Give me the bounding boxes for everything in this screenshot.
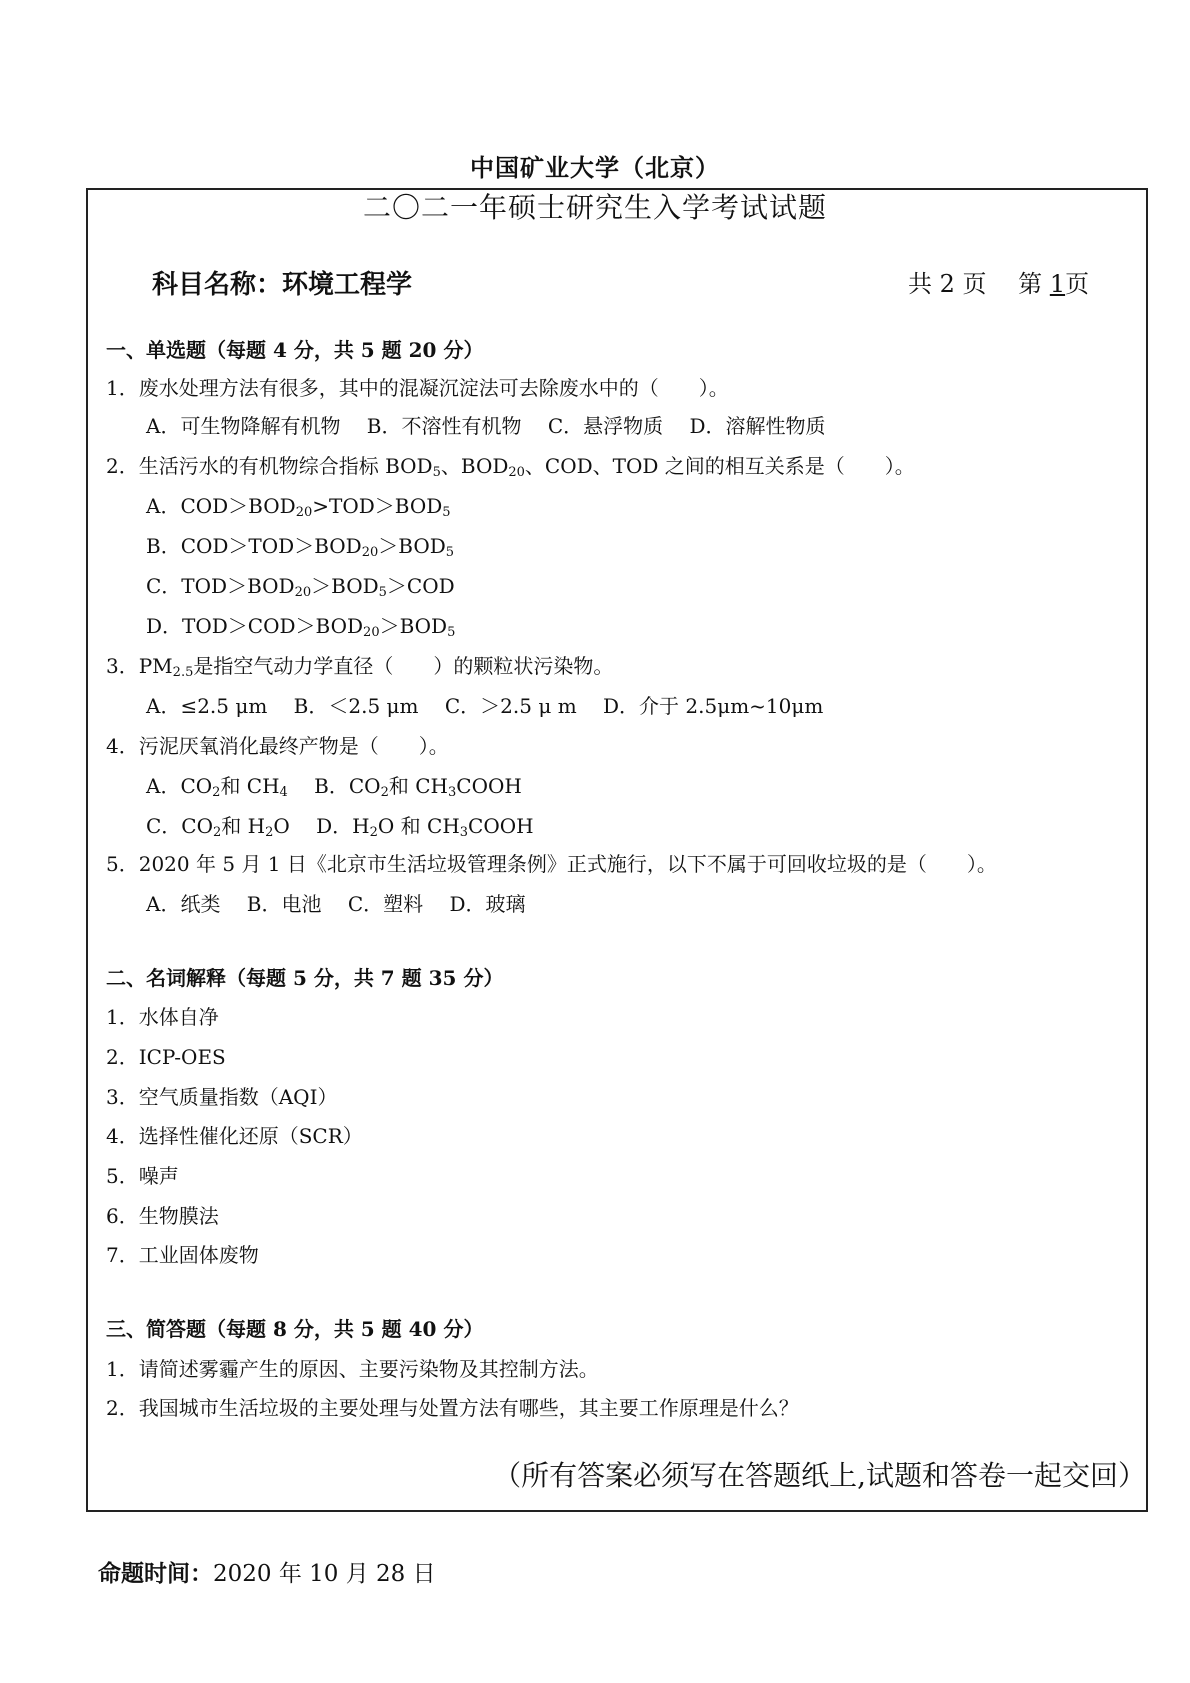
- term-item: 4．选择性催化还原（SCR）: [106, 1124, 363, 1148]
- q4-options-row1: A．$CO_2$和 $CH_4$ B．$CO_2$和 $CH_3COOH$: [146, 774, 522, 800]
- q1-options: A．可生物降解有机物 B．不溶性有机物 C．悬浮物质 D．溶解性物质: [146, 414, 826, 438]
- page-current-suffix: 页: [1065, 270, 1090, 298]
- q4-options-row2: C．$CO_2$和 $H_2O$ D．$H_2O$ 和 $CH_3COOH$: [146, 814, 534, 840]
- q3-options: A．≤2.5 μm B．＜2.5 μm C．＞2.5 μ m D．介于 2.5μm~10μm: [146, 694, 824, 718]
- date-label: 命题时间：: [98, 1560, 213, 1587]
- date-value: 2020 年 10 月 28 日: [213, 1561, 436, 1587]
- q2-stem: 2．生活污水的有机物综合指标 $BOD_5$、$BOD_{20}$、COD、TOD 之间的相互关系是（ ）。: [106, 454, 915, 480]
- q5-stem: 5．2020 年 5 月 1 日《北京市生活垃圾管理条例》正式施行，以下不属于可回收垃圾的是（ ）。: [106, 852, 997, 876]
- term-item: 5．噪声: [106, 1164, 179, 1188]
- q4-stem: 4．污泥厌氧消化最终产物是（ ）。: [106, 734, 449, 758]
- term-item: 7．工业固体废物: [106, 1243, 259, 1267]
- term-item: 2．ICP-OES: [106, 1045, 226, 1069]
- section2-heading: 二、名词解释（每题 5 分，共 7 题 35 分）: [106, 966, 504, 990]
- q3-stem: 3．$PM_{2.5}$是指空气动力学直径（ ）的颗粒状污染物。: [106, 654, 614, 680]
- section3-heading: 三、简答题（每题 8 分，共 5 题 40 分）: [106, 1317, 484, 1341]
- q2-option-b: B．$COD>TOD>BOD_{20}>BOD_5$: [146, 534, 455, 560]
- page-current-prefix: 第: [1018, 270, 1050, 298]
- short-answer-item: 1．请简述雾霾产生的原因、主要污染物及其控制方法。: [106, 1357, 599, 1381]
- q2-option-c: C．$TOD>BOD_{20}>BOD_5>COD$: [146, 574, 455, 600]
- university-name: 中国矿业大学（北京）: [470, 153, 720, 182]
- exam-title: 二〇二一年硕士研究生入学考试试题: [362, 191, 827, 224]
- page-indicator: [908, 264, 1089, 299]
- page-total: 共 2 页: [908, 270, 987, 298]
- q1-stem: 1．废水处理方法有很多，其中的混凝沉淀法可去除废水中的（ ）。: [106, 376, 729, 400]
- subject-name: 科目名称：环境工程学: [152, 270, 413, 300]
- answer-instruction: （所有答案必须写在答题纸上,试题和答卷一起交回）: [493, 1459, 1146, 1492]
- q2-option-d: D．$TOD>COD>BOD_{20}>BOD_5$: [146, 614, 456, 640]
- page-current-number: 1: [1049, 270, 1066, 298]
- exam-date: [98, 1555, 436, 1588]
- short-answer-item: 2．我国城市生活垃圾的主要处理与处置方法有哪些，其主要工作原理是什么？: [106, 1396, 799, 1420]
- term-item: 1．水体自净: [106, 1005, 219, 1029]
- q2-option-a: A．$COD>BOD_{20}>TOD>BOD_5$: [146, 494, 451, 520]
- term-item: 6．生物膜法: [106, 1204, 219, 1228]
- term-item: 3．空气质量指数（AQI）: [106, 1085, 338, 1109]
- q5-options: A．纸类 B．电池 C．塑料 D．玻璃: [146, 892, 526, 916]
- section1-heading: 一、单选题（每题 4 分，共 5 题 20 分）: [106, 338, 484, 362]
